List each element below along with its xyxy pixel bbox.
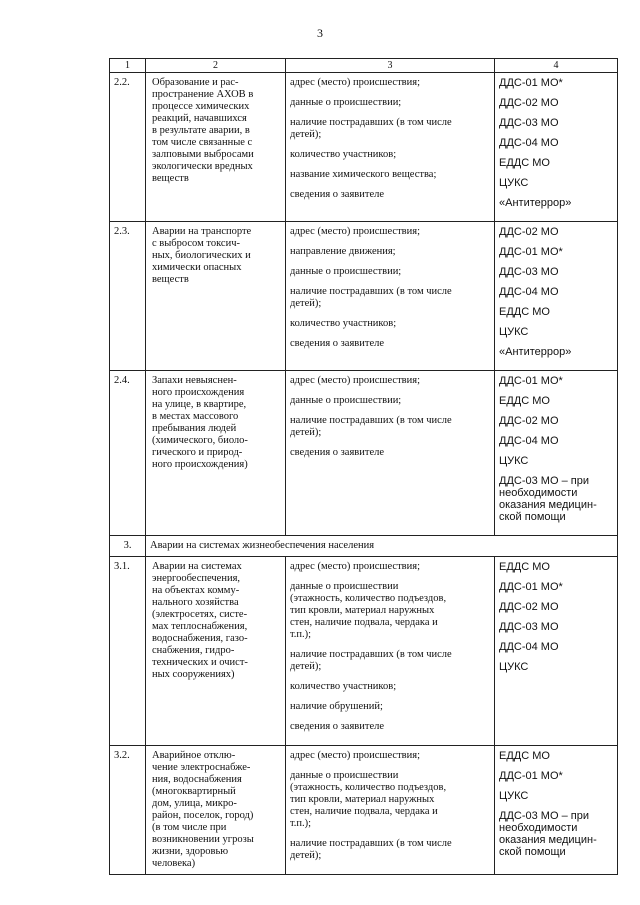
information-item: сведения о заявителе [290,189,385,200]
information-item: адрес (место) происшествия; [290,77,420,88]
incident-description-cell [146,746,286,875]
recipient-item: ДДС-02 МО [499,226,559,238]
information-item: адрес (место) происшествия; [290,226,420,237]
recipient-item: ДДС-01 МО* [499,770,563,782]
information-item: количество участников; [290,681,397,692]
section-row [110,536,618,557]
column-header-1: 1 [110,59,146,73]
information-item: наличие пострадавших (в том числе детей); [290,649,452,672]
information-item: данные о происшествии; [290,97,402,108]
column-header-2: 2 [146,59,286,73]
recipient-item: ДДС-01 МО* [499,581,563,593]
recipient-item: ДДС-03 МО [499,117,559,129]
page-number: 3 [317,26,323,40]
recipient-item: ЦУКС [499,326,529,338]
incident-description: Аварии на транспорте с выбросом токсич- ных, биологических и химически опасных веществ [152,226,252,285]
incident-description-cell [146,222,286,371]
recipient-item: ЕДДС МО [499,157,550,169]
information-item: количество участников; [290,318,397,329]
column-header-4: 4 [495,59,618,73]
recipient-item: ДДС-02 МО [499,601,559,613]
information-item: сведения о заявителе [290,721,385,732]
information-item: данные о происшествии (этажность, количество подъездов, тип кровли, материал наружных стен, наличие подвала, чердака и т.п.); [290,581,447,640]
information-cell [286,371,495,536]
recipient-item: ДДС-01 МО* [499,375,563,387]
information-cell [286,557,495,746]
row-number: 3.1. [110,557,146,746]
table-row [110,557,618,746]
section-title: Аварии на системах жизнеобеспечения населения [146,536,618,557]
incident-description-cell [146,371,286,536]
table-row [110,73,618,222]
table-row [110,222,618,371]
information-item: направление движения; [290,246,396,257]
recipient-item: ДДС-04 МО [499,286,559,298]
information-cell [286,222,495,371]
information-item: сведения о заявителе [290,338,385,349]
recipient-item: ДДС-02 МО [499,97,559,109]
recipient-item: ДДС-02 МО [499,415,559,427]
recipient-item: ДДС-04 МО [499,641,559,653]
information-cell [286,746,495,875]
incident-description-cell [146,557,286,746]
recipient-item: ЕДДС МО [499,395,550,407]
information-item: количество участников; [290,149,397,160]
recipient-item: ДДС-01 МО* [499,77,563,89]
information-item: наличие обрушений; [290,701,383,712]
information-item: данные о происшествии (этажность, количество подъездов, тип кровли, материал наружных стен, наличие подвала, чердака и т.п.); [290,770,447,829]
recipient-item: ЦУКС [499,177,529,189]
incident-description-cell [146,73,286,222]
row-number: 2.2. [110,73,146,222]
recipient-item: ЦУКС [499,790,529,802]
incident-description: Аварийное отклю- чение электроснабже- ния, водоснабжения (многоквартирный дом, улица, микро- район, поселок, город) (в том числе при возникновении угрозы жизни, здоровью человека) [152,750,254,869]
recipient-item: ДДС-04 МО [499,435,559,447]
recipient-item: «Антитеррор» [499,197,572,209]
information-item: адрес (место) происшествия; [290,750,420,761]
recipient-item: ДДС-01 МО* [499,246,563,258]
section-number: 3. [110,536,146,557]
table-row [110,746,618,875]
recipients-cell [495,222,618,371]
recipient-item: ЕДДС МО [499,561,550,573]
recipient-item: ДДС-03 МО – при необходимости оказания медицин- ской помощи [499,810,597,858]
recipient-item: ДДС-04 МО [499,137,559,149]
incident-description: Запахи невыяснен- ного происхождения на улице, в квартире, в местах массового пребывания людей (химического, биоло- гического и природ- ного происхождения) [152,375,248,470]
information-item: наличие пострадавших (в том числе детей); [290,286,452,309]
recipients-cell [495,371,618,536]
information-cell [286,73,495,222]
recipient-item: ЦУКС [499,455,529,467]
information-item: адрес (место) происшествия; [290,375,420,386]
row-number: 2.3. [110,222,146,371]
recipients-cell [495,557,618,746]
recipient-item: ЕДДС МО [499,306,550,318]
recipient-item: ЕДДС МО [499,750,550,762]
information-item: данные о происшествии; [290,395,402,406]
information-item: сведения о заявителе [290,447,385,458]
row-number: 3.2. [110,746,146,875]
row-number: 2.4. [110,371,146,536]
recipients-cell [495,73,618,222]
recipient-item: ДДС-03 МО [499,621,559,633]
incident-description: Аварии на системах энергообеспечения, на объектах комму- нального хозяйства (электросетях, систе- мах теплоснабжения, водоснабжения, газо- снабжения, гидро- технических и очист- ных сооружениях) [152,561,248,680]
recipients-cell [495,746,618,875]
information-item: адрес (место) происшествия; [290,561,420,572]
information-item: наличие пострадавших (в том числе детей); [290,838,452,861]
information-item: название химического вещества; [290,169,437,180]
information-item: наличие пострадавших (в том числе детей); [290,117,452,140]
recipient-item: ЦУКС [499,661,529,673]
recipient-item: ДДС-03 МО – при необходимости оказания медицин- ской помощи [499,475,597,523]
information-item: наличие пострадавших (в том числе детей); [290,415,452,438]
recipient-item: «Антитеррор» [499,346,572,358]
incident-table [109,58,618,875]
incident-description: Образование и рас- пространение АХОВ в процессе химических реакций, начавшихся в результате аварии, в том числе связанные с залповыми выбросами экологически вредных веществ [152,77,254,184]
table-row [110,371,618,536]
table-header-row [110,59,618,73]
recipient-item: ДДС-03 МО [499,266,559,278]
column-header-3: 3 [286,59,495,73]
information-item: данные о происшествии; [290,266,402,277]
